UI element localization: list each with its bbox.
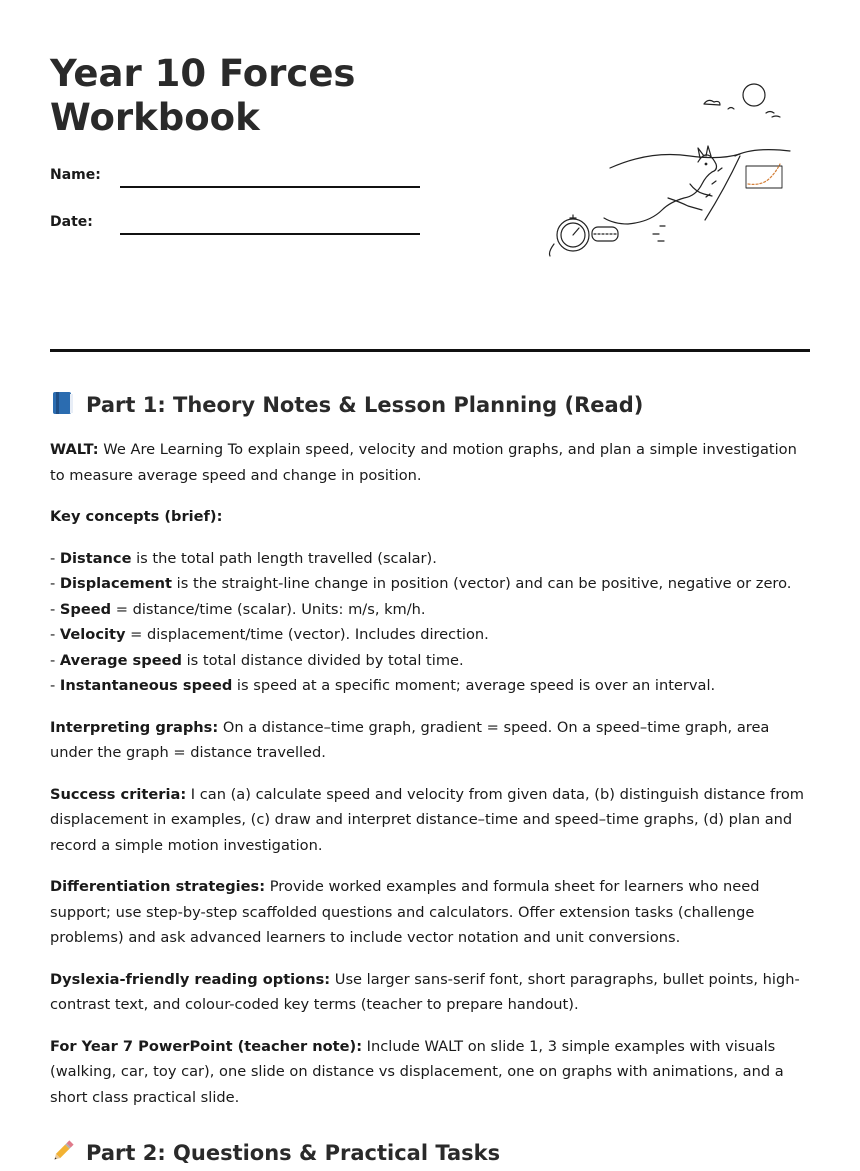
date-field[interactable] — [120, 233, 420, 235]
part2-heading-text: Part 2: Questions & Practical Tasks — [86, 1141, 501, 1165]
title-line-2: Workbook — [50, 96, 260, 139]
graph-icon — [746, 166, 782, 188]
list-item: - Velocity = displacement/time (vector). Includes direction. — [50, 626, 489, 643]
header-divider — [50, 349, 810, 352]
walt-paragraph — [50, 437, 815, 488]
graphs-label: Interpreting graphs: — [50, 718, 219, 736]
name-field[interactable] — [120, 186, 420, 188]
page-title — [50, 52, 470, 140]
walt-text: We Are Learning To explain speed, velocity and motion graphs, and plan a simple investigation to measure average speed and change in position. — [50, 441, 797, 484]
part1-heading-text: Part 1: Theory Notes & Lesson Planning (Read) — [86, 393, 644, 417]
list-item: - Displacement is the straight-line change in position (vector) and can be positive, negative or zero. — [50, 575, 792, 592]
powerpoint-note-paragraph: For Year 7 PowerPoint (teacher note): Include WALT on slide 1, 3 simple examples with visuals (walking, car, toy car), one slide on distance vs displacement, one on graphs with animations, and a short class practical slide. — [50, 1037, 784, 1106]
walt-label: WALT: — [50, 441, 99, 458]
part1-content — [50, 437, 815, 1126]
graphs-paragraph: Interpreting graphs: On a distance–time graph, gradient = speed. On a speed–time graph, area under the graph = distance travelled. — [50, 718, 770, 761]
dyslexia-label: Dyslexia-friendly reading options: — [50, 970, 331, 988]
pencil-icon — [50, 1138, 78, 1171]
list-item: - Speed = distance/time (scalar). Units: m/s, km/h. — [50, 600, 426, 618]
list-item: - Distance is the total path length travelled (scalar). — [50, 549, 437, 567]
kangaroo-icon — [604, 155, 717, 224]
name-label: Name: — [50, 167, 101, 183]
list-item: - Instantaneous speed is speed at a specific moment; average speed is over an interval. — [50, 677, 716, 694]
part2-heading — [50, 1138, 500, 1171]
success-criteria-paragraph: Success criteria: I can (a) calculate speed and velocity from given data, (b) distinguish distance from displacement in examples, (c) draw and interpret distance–time and speed–time graphs, (d) plan and record a simple motion investigation. — [50, 785, 805, 854]
date-field-row — [50, 213, 430, 243]
road — [735, 150, 790, 156]
name-field-row — [50, 166, 430, 196]
powerpoint-label: For Year 7 PowerPoint (teacher note): — [50, 1037, 363, 1055]
key-concepts-heading — [50, 504, 815, 530]
kangaroo-motion-illustration — [540, 78, 800, 263]
differentiation-paragraph: Differentiation strategies: Provide worked examples and formula sheet for learners who need support; use step-by-step scaffolded questions and calculators. Offer extension tasks (challenge problems) and ask advanced learners to include vector notation and unit conversions. — [50, 878, 760, 946]
key-concepts-label: Key concepts (brief): — [50, 508, 223, 525]
cloud-icon — [704, 100, 720, 105]
sun-icon — [743, 84, 765, 106]
differentiation-label: Differentiation strategies: — [50, 878, 266, 895]
dyslexia-paragraph: Dyslexia-friendly reading options: Use larger sans-serif font, short paragraphs, bullet points, high-contrast text, and colour-coded key terms (teacher to prepare handout). — [50, 970, 800, 1013]
part1-heading — [50, 390, 643, 423]
date-label: Date: — [50, 214, 93, 230]
key-concepts-list — [50, 546, 815, 699]
title-line-1: Year 10 Forces — [50, 52, 356, 95]
blue-book-icon — [50, 390, 78, 423]
success-label: Success criteria: — [50, 785, 187, 803]
list-item: - Average speed is total distance divided by total time. — [50, 651, 464, 669]
